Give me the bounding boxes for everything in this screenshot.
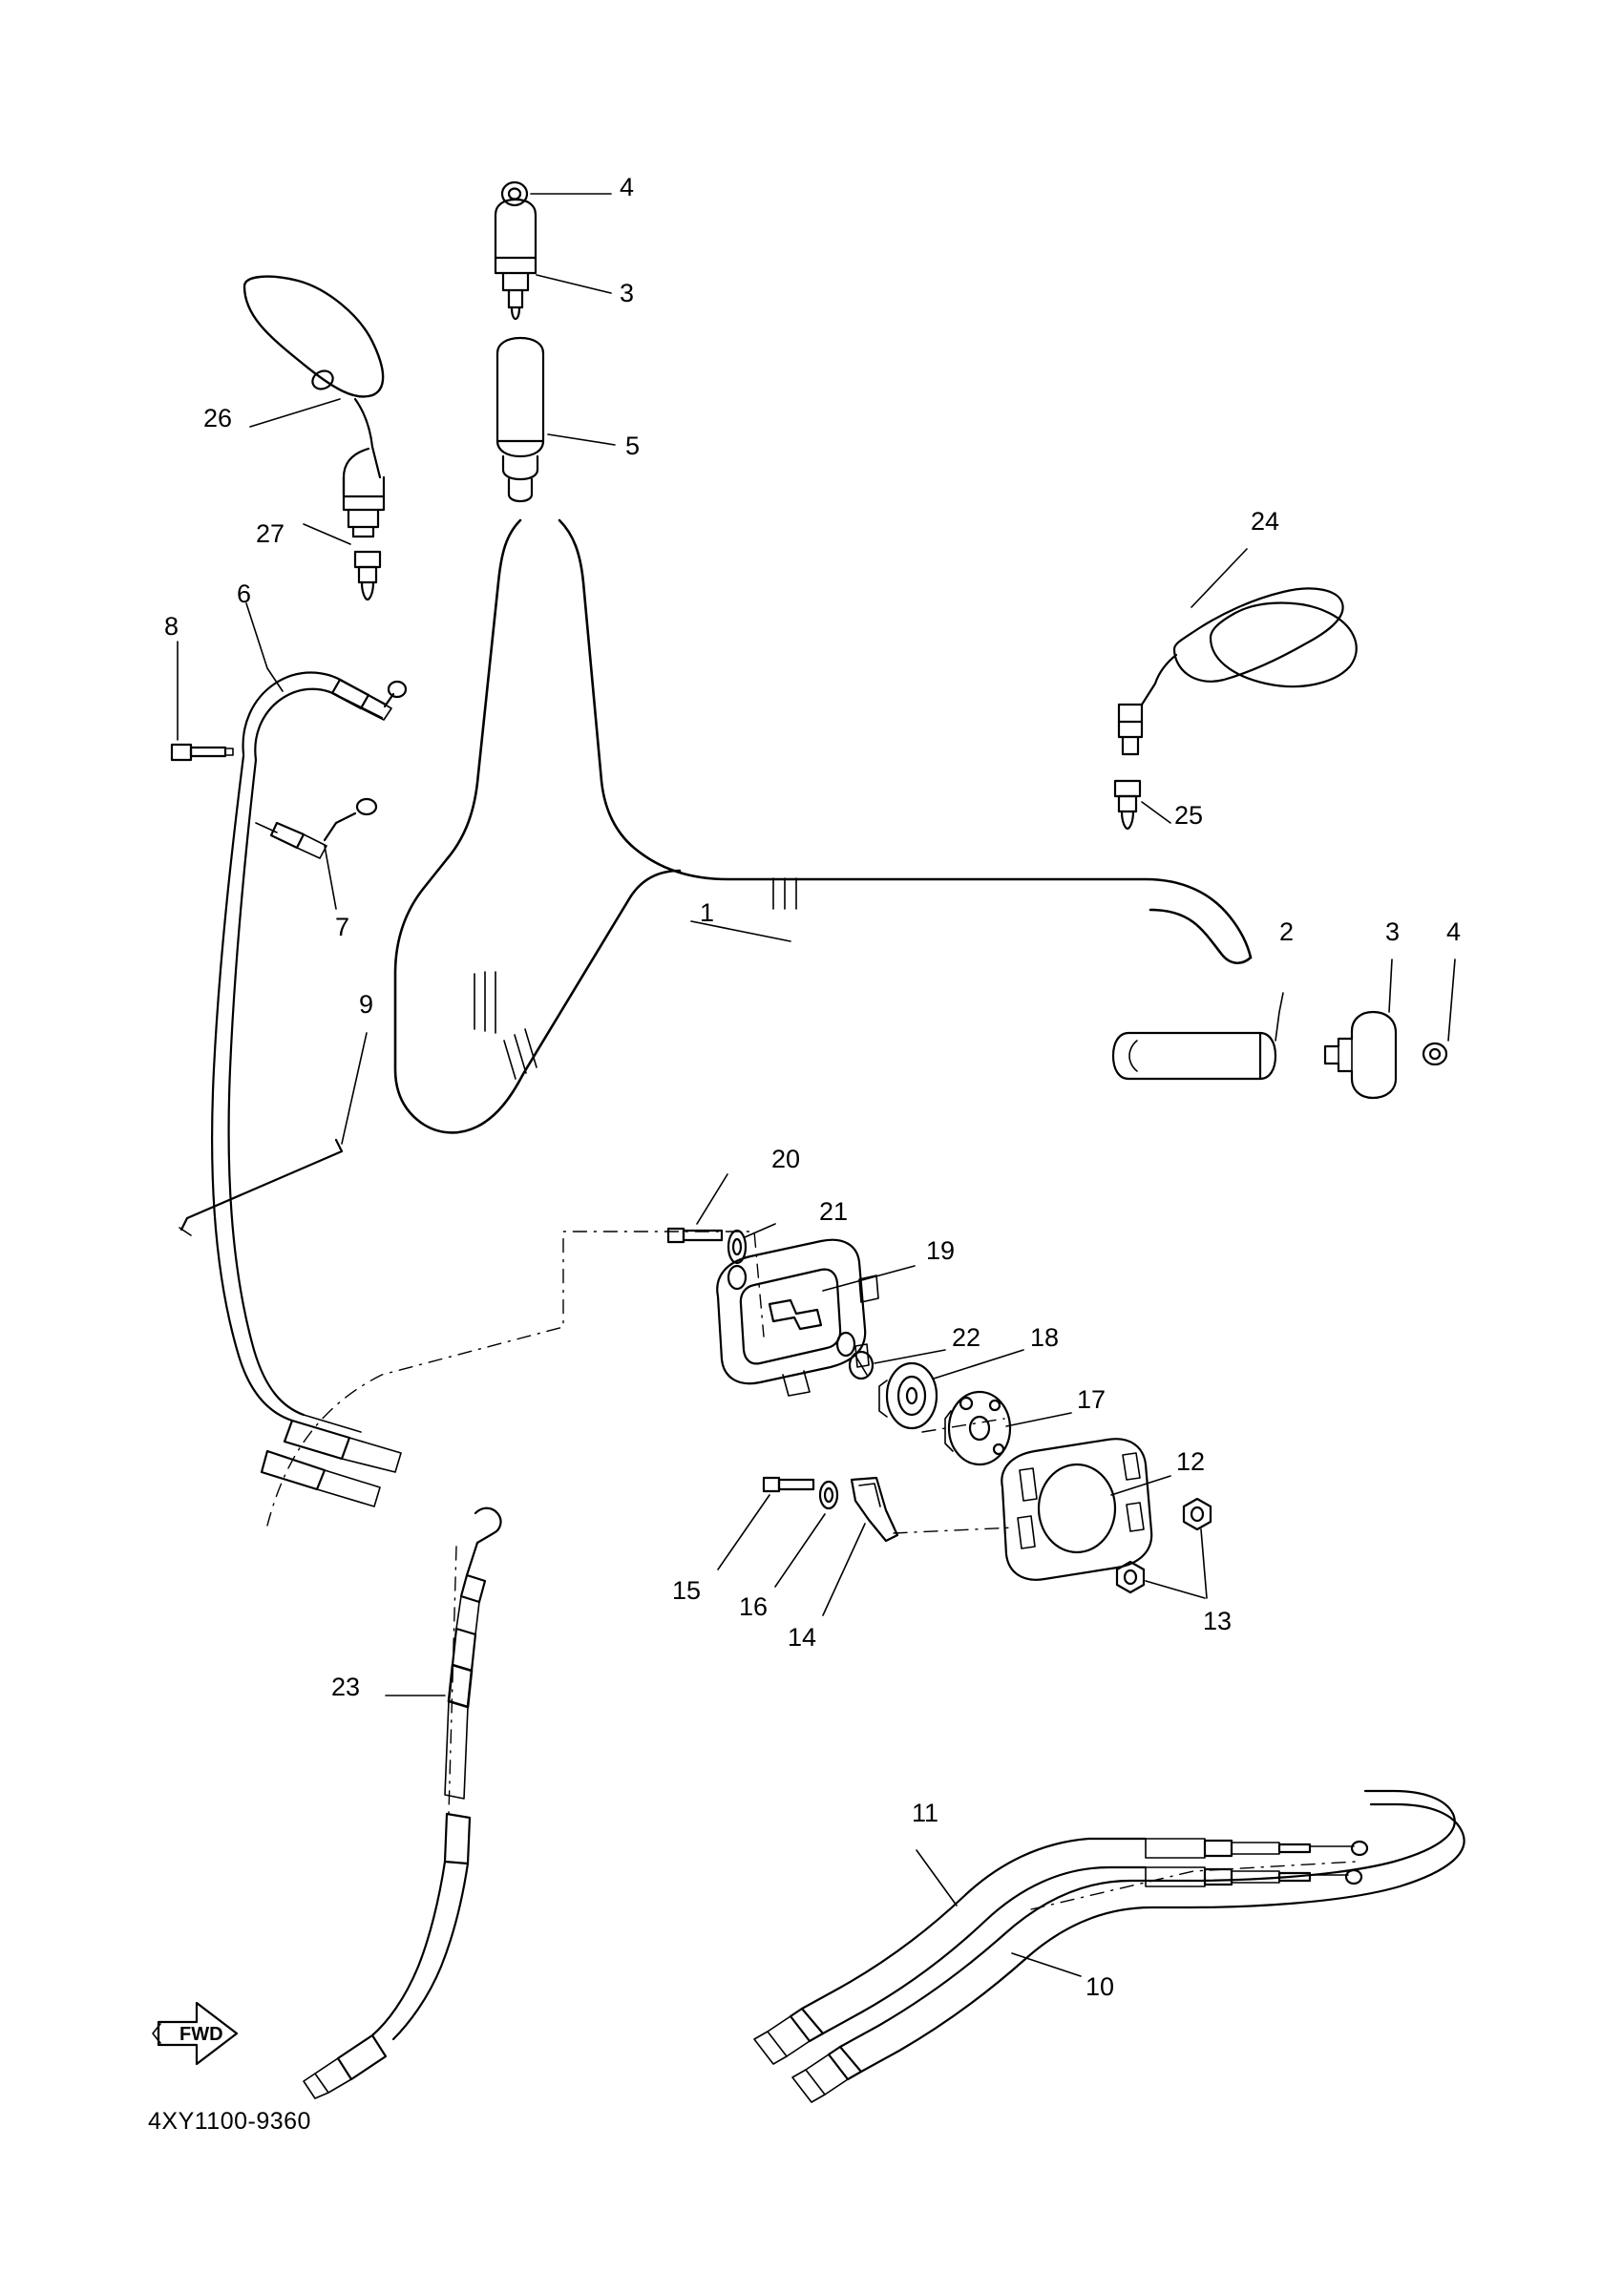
- cable-part-23: [445, 1508, 500, 1799]
- callout-3-right: 3: [1385, 917, 1401, 946]
- end-cap-part-4-right: [1423, 1043, 1446, 1064]
- cable-part-11: [754, 1839, 1146, 2064]
- grip-part-5: [497, 338, 543, 501]
- leader-25: [1142, 802, 1170, 823]
- callout-6: 6: [237, 579, 252, 608]
- fwd-label: FWD: [179, 2024, 223, 2045]
- callout-17: 17: [1077, 1385, 1107, 1414]
- nut-part-13-a: [1184, 1499, 1211, 1529]
- mirror-right-part-24: [1119, 588, 1357, 754]
- center-line-14-12: [894, 1419, 1014, 1533]
- cable-bundle-left: [212, 756, 401, 1472]
- leader-4-right: [1448, 959, 1455, 1041]
- leader-16: [775, 1514, 825, 1587]
- cable-ends-right: [1146, 1791, 1465, 1907]
- mirror-stem-26: [344, 477, 384, 537]
- cable-part-9: [179, 1140, 342, 1235]
- leader-26: [250, 399, 340, 427]
- callout-8: 8: [164, 612, 179, 641]
- callout-1: 1: [700, 898, 715, 927]
- pulley-part-18: [879, 1363, 937, 1428]
- leader-12: [1111, 1476, 1170, 1495]
- callout-14: 14: [788, 1623, 817, 1652]
- leader-20: [697, 1174, 727, 1224]
- callout-15: 15: [672, 1576, 702, 1605]
- bolt-part-15: [764, 1478, 813, 1491]
- callout-26: 26: [203, 404, 233, 432]
- leader-13-a: [1201, 1529, 1207, 1598]
- washer-part-16: [820, 1482, 837, 1508]
- callout-9: 9: [359, 990, 374, 1019]
- nut-part-13-b: [1117, 1562, 1144, 1592]
- callout-16: 16: [739, 1592, 769, 1621]
- mirror-left-part-26: [244, 277, 383, 495]
- leader-3-right: [1389, 959, 1392, 1012]
- callout-13: 13: [1203, 1607, 1233, 1635]
- callout-4-right: 4: [1446, 917, 1462, 946]
- callout-10: 10: [1086, 1972, 1115, 2001]
- callout-24: 24: [1251, 507, 1280, 536]
- callout-25: 25: [1174, 801, 1204, 830]
- center-line-left: [267, 1232, 764, 1526]
- callout-12: 12: [1176, 1447, 1206, 1476]
- leader-15: [718, 1495, 769, 1569]
- bolt-part-20: [668, 1229, 722, 1242]
- callout-18: 18: [1030, 1323, 1060, 1352]
- cable-lower-left: [262, 1451, 380, 1506]
- leader-17: [1006, 1413, 1071, 1426]
- grip-part-2: [1113, 1033, 1275, 1079]
- cable-part-10: [792, 1881, 1190, 2102]
- pulley-part-17: [945, 1392, 1010, 1464]
- leader-27: [304, 524, 350, 544]
- bolt-part-27: [355, 552, 380, 600]
- leader-3-top: [537, 275, 611, 293]
- bar-end-part-3-top: [495, 200, 536, 319]
- callout-19: 19: [926, 1236, 956, 1265]
- leader-22: [875, 1350, 945, 1363]
- bar-end-part-3-right: [1325, 1012, 1396, 1098]
- callout-2: 2: [1279, 917, 1295, 946]
- leader-11: [917, 1850, 957, 1906]
- callout-20: 20: [771, 1145, 801, 1173]
- leader-13-b: [1146, 1581, 1205, 1598]
- leader-24: [1191, 549, 1247, 607]
- lever-part-14: [852, 1478, 897, 1541]
- leader-18: [934, 1350, 1023, 1379]
- leader-9: [342, 1033, 367, 1144]
- throttle-cable-part-6: [243, 673, 406, 761]
- leader-21: [745, 1224, 775, 1237]
- bracket-part-19: [717, 1240, 878, 1396]
- bolt-part-8: [172, 745, 233, 760]
- leader-7: [325, 846, 336, 909]
- leader-6: [246, 603, 283, 691]
- callout-11: 11: [912, 1799, 939, 1827]
- bolt-part-25: [1115, 781, 1140, 829]
- callout-5: 5: [625, 432, 641, 460]
- leader-10: [1012, 1953, 1081, 1976]
- callout-22: 22: [952, 1323, 981, 1352]
- callout-4-top: 4: [620, 173, 635, 201]
- callout-23: 23: [331, 1673, 361, 1701]
- cable-part-23-lower: [304, 1814, 470, 2098]
- callout-7: 7: [335, 913, 350, 941]
- callout-27: 27: [256, 519, 285, 548]
- callout-3-top: 3: [620, 279, 635, 307]
- cable-part-7: [256, 799, 376, 858]
- leader-5: [548, 434, 615, 445]
- handlebar-part-1: [395, 520, 1251, 1132]
- part-code: 4XY1100-9360: [148, 2108, 311, 2135]
- leader-2: [1275, 993, 1283, 1041]
- callout-21: 21: [819, 1197, 849, 1226]
- leader-14: [823, 1524, 865, 1615]
- housing-part-12: [1001, 1439, 1151, 1580]
